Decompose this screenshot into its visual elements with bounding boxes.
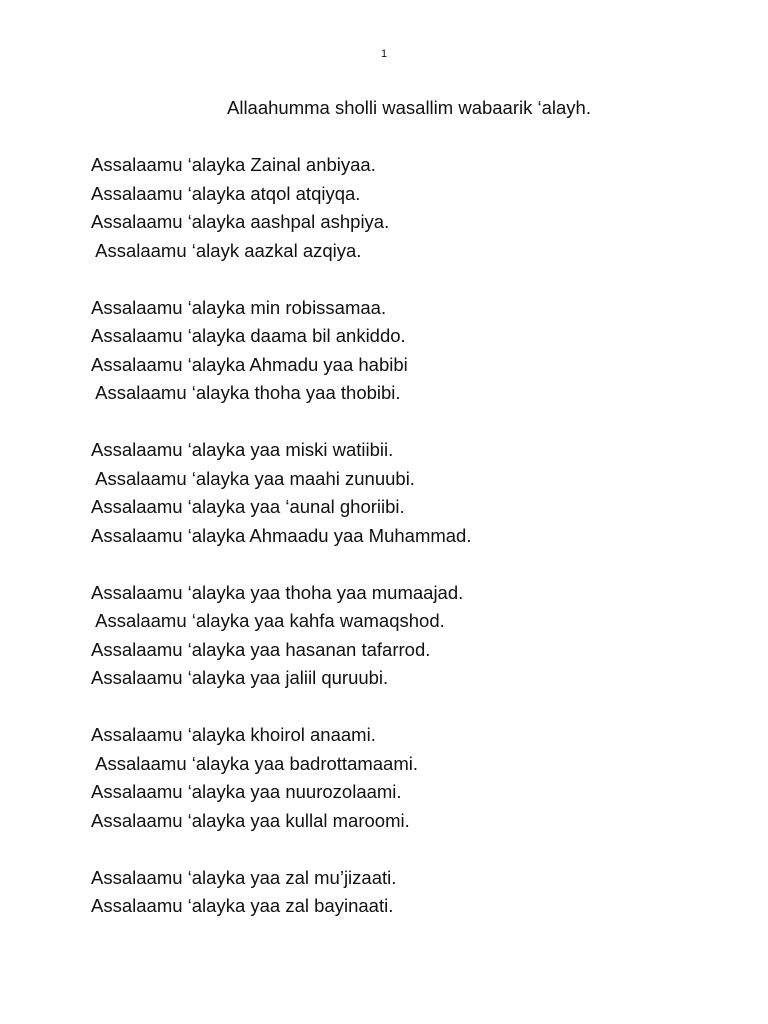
poem-line: Assalaamu ‘alayka yaa kullal maroomi. bbox=[91, 809, 410, 831]
poem-line: Assalaamu ‘alayka Ahmadu yaa habibi bbox=[91, 353, 408, 375]
poem-line: Assalaamu ‘alayka yaa kahfa wamaqshod. bbox=[91, 610, 445, 631]
poem-line: Assalaamu ‘alayka Ahmaadu yaa Muhammad. bbox=[91, 524, 472, 546]
poem-line: Assalaamu ‘alayka khoirol anaami. bbox=[91, 724, 376, 745]
poem-line: Assalaamu ‘alayka yaa ‘aunal ghoriibi. bbox=[91, 496, 405, 517]
poem-line: Assalaamu ‘alayka yaa badrottamaami. bbox=[91, 752, 419, 774]
poem-line: Assalaamu ‘alayka yaa miski watiibii. bbox=[91, 439, 394, 460]
poem-body bbox=[91, 151, 731, 949]
poem-line: Assalaamu ‘alayka yaa nuurozolaami. bbox=[91, 781, 402, 802]
poem-line: Assalaamu ‘alayka yaa hasanan tafarrod. bbox=[91, 638, 431, 660]
stanza bbox=[91, 864, 731, 921]
stanza bbox=[91, 151, 731, 265]
poem-line: Assalaamu ‘alayka aashpal ashpiya. bbox=[91, 211, 390, 232]
stanza bbox=[91, 721, 731, 835]
poem-line: Assalaamu ‘alayka yaa jaliil quruubi. bbox=[91, 667, 389, 688]
document-title: Allaahumma sholli wasallim wabaarik ‘alayh. bbox=[227, 97, 591, 118]
poem-line: Assalaamu ‘alayka Zainal anbiyaa. bbox=[91, 154, 376, 175]
poem-line: Assalaamu ‘alayka yaa thoha yaa mumaajad. bbox=[91, 581, 464, 603]
poem-line: Assalaamu ‘alayka yaa zal bayinaati. bbox=[91, 895, 394, 916]
poem-line: Assalaamu ‘alayka yaa zal mu’jizaati. bbox=[91, 866, 397, 888]
poem-line: Assalaamu ‘alayka atqol atqiyqa. bbox=[91, 182, 361, 204]
stanza bbox=[91, 294, 731, 408]
poem-line: Assalaamu ‘alayka min robissamaa. bbox=[91, 296, 387, 318]
poem-line: Assalaamu ‘alayka daama bil ankiddo. bbox=[91, 325, 406, 346]
stanza bbox=[91, 436, 731, 550]
page-number: 1 bbox=[380, 48, 388, 60]
poem-line: Assalaamu ‘alayka yaa maahi zunuubi. bbox=[91, 467, 415, 489]
poem-line: Assalaamu ‘alayka thoha yaa thobibi. bbox=[91, 382, 401, 403]
poem-line: Assalaamu ‘alayk aazkal azqiya. bbox=[91, 239, 362, 261]
stanza bbox=[91, 579, 731, 693]
